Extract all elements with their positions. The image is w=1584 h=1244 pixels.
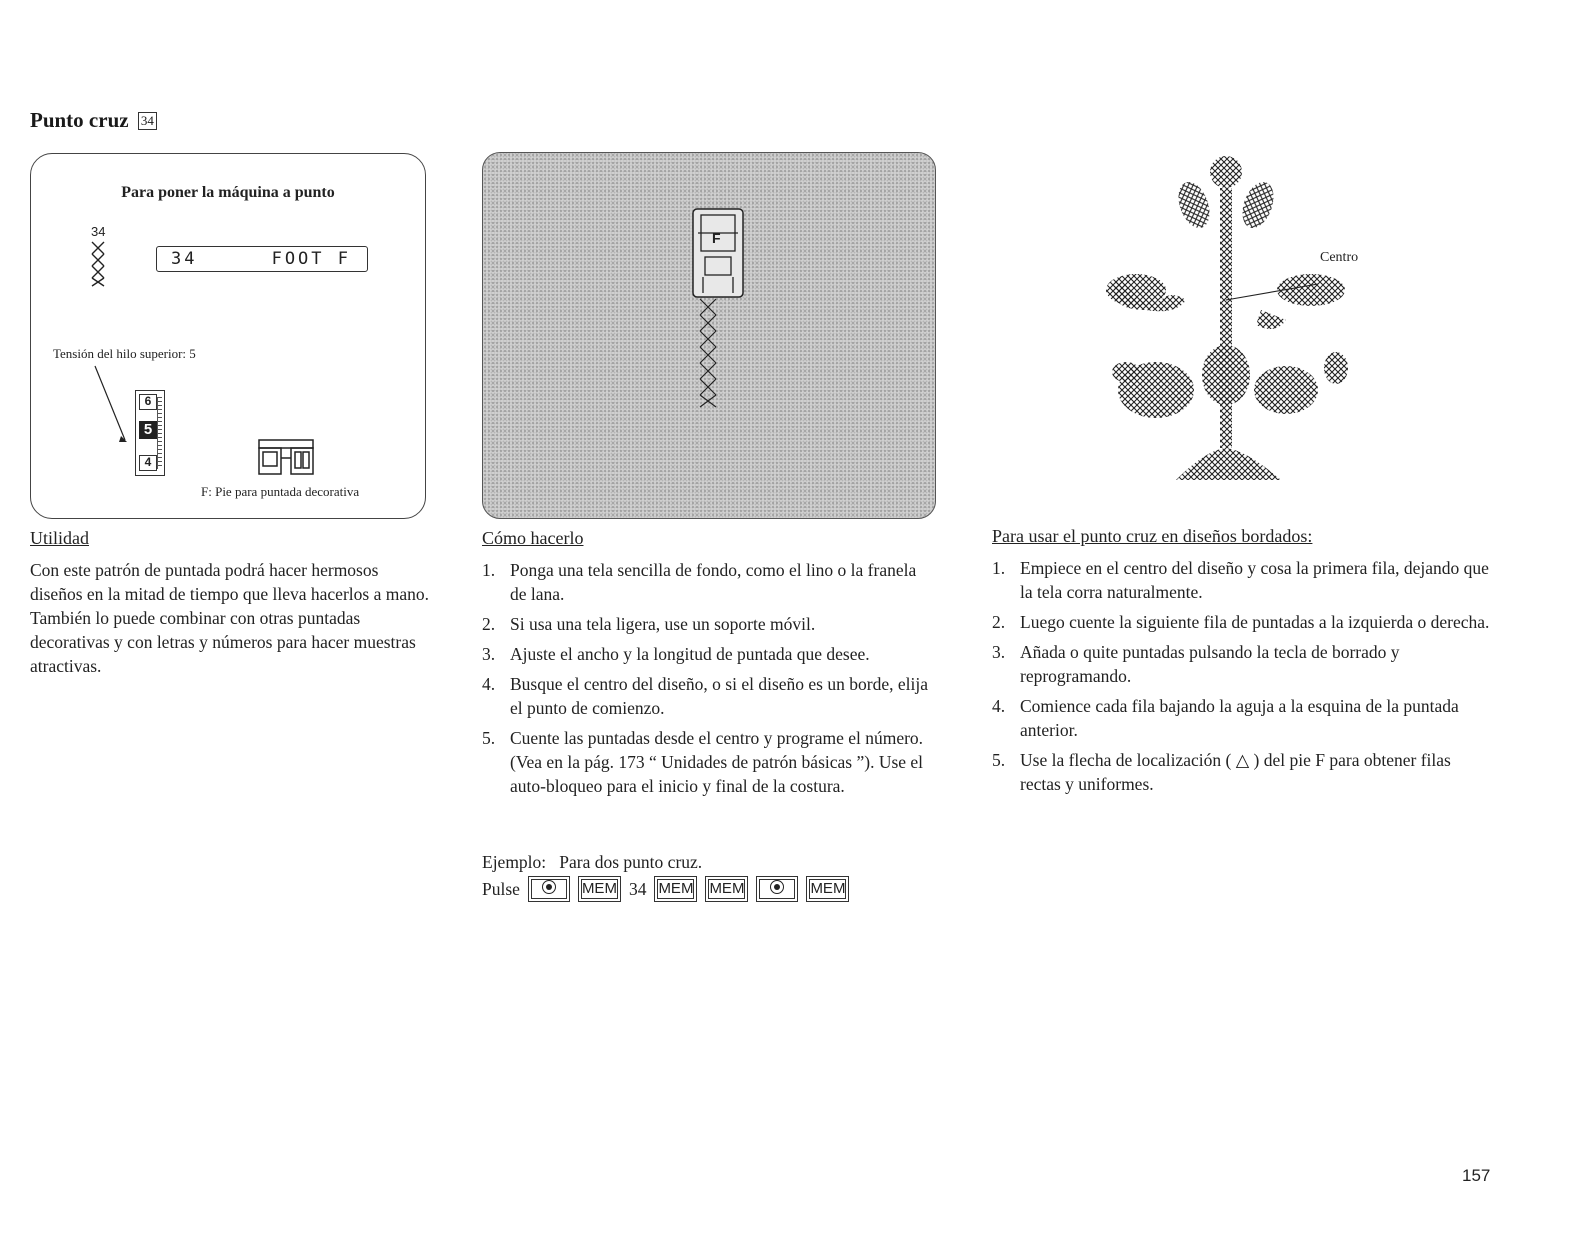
- dial-value-5: 5: [139, 421, 157, 439]
- set-button-key: [528, 876, 570, 902]
- mem-key: MEM: [654, 876, 697, 902]
- setup-panel: [30, 153, 426, 519]
- list-item: [992, 694, 1492, 742]
- step-number: 3.: [992, 642, 1006, 662]
- step-note: (Vea en la pág. 173 “ Unidades de patrón básicas ”). Use el auto-bloqueo para el inicio y final de la costura.: [510, 752, 924, 796]
- stitch-number-label: 34: [91, 224, 106, 239]
- lcd-stitch-number: 34: [171, 249, 198, 269]
- tension-dial: [135, 390, 165, 476]
- step-number: 1.: [992, 558, 1006, 578]
- cross-stitch-icon: [89, 240, 109, 288]
- step-text: Ponga una tela sencilla de fondo, como el lino o la franela de lana.: [510, 560, 917, 604]
- foot-letter: F: [712, 230, 721, 246]
- stitch-number-badge: 34: [138, 112, 157, 130]
- embroidery-design: [1086, 150, 1359, 495]
- utilidad-text: Con este patrón de puntada podrá hacer hermosos diseños en la mitad de tiempo que lleva hacerlos a mano. También lo puede combinar con otras puntadas decorativas y con letras y números para hacer muestras atractivas.: [30, 560, 429, 676]
- step-text: Ajuste el ancho y la longitud de puntada que desee.: [510, 644, 870, 664]
- centro-label: Centro: [1320, 250, 1359, 265]
- como-steps: [482, 558, 937, 804]
- step-text: Si usa una tela ligera, use un soporte móvil.: [510, 614, 816, 634]
- step-text: Empiece en el centro del diseño y cosa la primera fila, dejando que la tela corra naturalmente.: [1020, 558, 1489, 602]
- step-number: 1.: [482, 560, 496, 580]
- step-number: 5.: [482, 728, 496, 748]
- step-number: 5.: [992, 750, 1006, 770]
- bordados-steps: [992, 556, 1492, 802]
- set-button-key: [756, 876, 798, 902]
- step-text: Cuente las puntadas desde el centro y programe el número.: [510, 728, 924, 748]
- step-number: 4.: [482, 674, 496, 694]
- presser-foot-illustration: [483, 153, 936, 519]
- dial-value-6: 6: [139, 394, 157, 410]
- como-heading: Cómo hacerlo: [482, 528, 584, 548]
- mem-key: MEM: [806, 876, 849, 902]
- mem-key: MEM: [705, 876, 748, 902]
- key-sequence: [482, 876, 849, 902]
- page-number: 157: [1462, 1166, 1491, 1185]
- sewing-illustration: [482, 152, 936, 519]
- title-text: Punto cruz: [30, 108, 129, 132]
- dial-value-4: 4: [139, 455, 157, 471]
- step-text: Añada o quite puntadas pulsando la tecla de borrado y reprogramando.: [1020, 642, 1400, 686]
- pulse-number: 34: [628, 879, 647, 899]
- setup-heading: Para poner la máquina a punto: [121, 184, 335, 201]
- example-text: Ejemplo: Para dos punto cruz.: [482, 852, 703, 872]
- lcd-foot-text: FOOT F: [271, 249, 351, 269]
- step-text: Luego cuente la siguiente fila de puntadas a la izquierda o derecha.: [1020, 612, 1490, 632]
- bordados-heading: Para usar el punto cruz en diseños bordados:: [992, 526, 1313, 546]
- dial-ticks: [157, 397, 162, 469]
- mem-key: MEM: [578, 876, 621, 902]
- list-item: [482, 672, 937, 720]
- cross-stitch-line: [700, 299, 716, 407]
- list-item: [482, 726, 937, 798]
- step-number: 2.: [992, 612, 1006, 632]
- list-item: [482, 642, 937, 666]
- foot-f-icon: [257, 438, 317, 478]
- tension-label: Tensión del hilo superior: 5: [53, 346, 196, 361]
- step-text: Use la flecha de localización ( △ ) del pie F para obtener filas rectas y uniformes.: [1020, 750, 1451, 794]
- list-item: [992, 556, 1492, 604]
- list-item: [482, 612, 937, 636]
- step-text: Comience cada fila bajando la aguja a la esquina de la puntada anterior.: [1020, 696, 1459, 740]
- list-item: [992, 748, 1492, 796]
- step-number: 2.: [482, 614, 496, 634]
- step-number: 4.: [992, 696, 1006, 716]
- pulse-label: Pulse: [482, 879, 520, 899]
- step-number: 3.: [482, 644, 496, 664]
- list-item: [992, 610, 1492, 634]
- list-item: [992, 640, 1492, 688]
- list-item: [482, 558, 937, 606]
- page-title: [30, 108, 157, 133]
- step-text: Busque el centro del diseño, o si el diseño es un borde, elija el punto de comienzo.: [510, 674, 928, 718]
- utilidad-heading: Utilidad: [30, 528, 89, 548]
- foot-label: F: Pie para puntada decorativa: [201, 484, 360, 499]
- lcd-display: [156, 246, 368, 272]
